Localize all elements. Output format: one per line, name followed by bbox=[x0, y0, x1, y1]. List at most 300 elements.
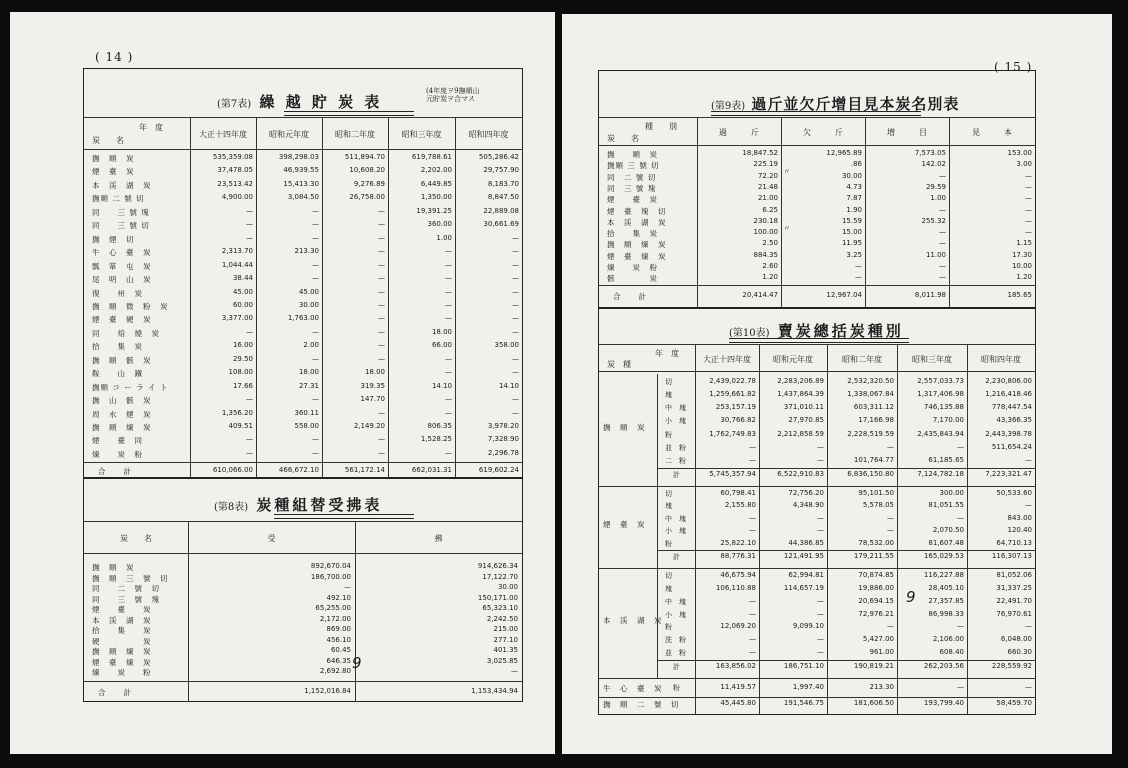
row-label: 煙 臺 煉 炭 bbox=[92, 657, 152, 667]
table-cell: — bbox=[312, 274, 319, 283]
row-label: 尾 明 山 炭 bbox=[92, 275, 152, 285]
table-cell: 6,048.00 bbox=[1000, 635, 1032, 644]
col-header: 欠 斤 bbox=[803, 128, 843, 137]
table-cell: — bbox=[378, 287, 385, 296]
table-cell: 50,533.60 bbox=[996, 489, 1032, 497]
rule bbox=[84, 149, 522, 150]
table-cell: 3,084.50 bbox=[287, 193, 319, 202]
table-cell: 4,348.90 bbox=[792, 501, 824, 510]
table-cell: — bbox=[749, 609, 756, 618]
table-cell: 2,228,519.59 bbox=[847, 429, 894, 438]
table-cell: — bbox=[378, 448, 385, 457]
table-cell: 19,886.00 bbox=[858, 583, 894, 592]
table-cell: 213.30 bbox=[869, 683, 894, 691]
table-cell: — bbox=[312, 435, 319, 444]
table-cell: — bbox=[749, 648, 756, 657]
row-label: 撫順 二 號 切 bbox=[92, 194, 145, 204]
table-cell: 2,155.80 bbox=[724, 501, 756, 510]
table-cell: 9,099.10 bbox=[792, 622, 824, 631]
table-cell: 511,654.24 bbox=[991, 442, 1032, 451]
table-cell: 45.00 bbox=[232, 287, 253, 296]
table-cell: 255.32 bbox=[921, 216, 946, 225]
total-cell: 88,776.31 bbox=[720, 552, 756, 560]
table-cell: 21.48 bbox=[757, 182, 778, 191]
table-cell: 2.60 bbox=[762, 262, 778, 270]
col-header: 大正十四年度 bbox=[703, 355, 751, 364]
table-cell: 64,710.13 bbox=[996, 538, 1032, 547]
table-cell: — bbox=[312, 220, 319, 229]
rule bbox=[657, 568, 658, 678]
table-cell: 20,694.15 bbox=[858, 596, 894, 605]
row-label: 煙 臺 硬 炭 bbox=[92, 315, 152, 325]
table-cell: 2,283,206.89 bbox=[777, 377, 824, 385]
table-cell: — bbox=[1025, 171, 1032, 180]
table-cell: 3,025.85 bbox=[486, 656, 518, 665]
table-cell: 619,788.61 bbox=[411, 153, 452, 161]
table-cell: 65,323.10 bbox=[482, 604, 518, 612]
total-cell: 121,491.95 bbox=[783, 552, 824, 560]
row-label: 鞍 山 鐵 bbox=[92, 369, 143, 379]
table-cell: 58,459.70 bbox=[996, 699, 1032, 707]
table-cell: 961.00 bbox=[869, 648, 894, 657]
table-cell: — bbox=[887, 513, 894, 522]
table-cell: 505,286.42 bbox=[478, 153, 519, 161]
table-cell: 11.95 bbox=[841, 239, 862, 248]
note-line: (4年度ヲ9撫順山 bbox=[426, 87, 480, 95]
total-cell: 610,066.00 bbox=[212, 466, 253, 474]
rule bbox=[355, 521, 356, 701]
table-cell: — bbox=[1025, 194, 1032, 203]
row-label: 同 焙 燒 炭 bbox=[92, 328, 160, 338]
total-cell: 185.65 bbox=[1007, 291, 1032, 299]
table-cell: 869.00 bbox=[326, 625, 351, 633]
table-cell: — bbox=[855, 262, 862, 270]
table-cell: 76,970.61 bbox=[996, 609, 1032, 618]
table-cell: 23,513.42 bbox=[217, 179, 253, 188]
total-pay: 1,153,434.94 bbox=[471, 687, 518, 695]
table-cell: 778,447.54 bbox=[991, 403, 1032, 412]
total-label: 合 計 bbox=[613, 292, 647, 301]
row-label: 拾 集 炭 bbox=[92, 626, 152, 635]
table-cell: 181,606.50 bbox=[853, 699, 894, 707]
table-cell: 86,998.33 bbox=[928, 609, 964, 618]
sub-label: 並 粉 bbox=[665, 443, 686, 452]
table-cell: — bbox=[512, 327, 519, 336]
sub-label: 塊 bbox=[665, 502, 672, 511]
rule bbox=[657, 660, 1035, 661]
table-cell: 2,230,806.00 bbox=[985, 377, 1032, 385]
table-cell: — bbox=[512, 260, 519, 269]
corner-bottom: 炭 名 bbox=[607, 134, 639, 143]
total-cell: 163,856.02 bbox=[715, 662, 756, 670]
table-cell: 66.00 bbox=[431, 341, 452, 350]
table-cell: 1.90 bbox=[846, 205, 862, 214]
table-cell: 5,578.05 bbox=[862, 501, 894, 510]
table-cell: — bbox=[512, 287, 519, 296]
table-cell: 646.35 bbox=[326, 656, 351, 665]
table-cell: 2,242.50 bbox=[486, 614, 518, 623]
right-page bbox=[562, 14, 1112, 754]
table-cell: 15,413.30 bbox=[283, 179, 319, 188]
table-cell: 360.00 bbox=[427, 220, 452, 229]
col-header: 昭和三年度 bbox=[912, 355, 952, 364]
table-cell: 2,435,843.94 bbox=[917, 429, 964, 438]
table-cell: — bbox=[817, 648, 824, 657]
sub-label: 粉 bbox=[673, 684, 680, 692]
table-cell: 15.00 bbox=[841, 228, 862, 237]
table-cell: — bbox=[1025, 228, 1032, 237]
rule bbox=[599, 145, 1035, 146]
title-text: 過斤並欠斤增目見本炭名別表 bbox=[751, 95, 960, 113]
table-cell: — bbox=[246, 395, 253, 404]
table-cell: 11,419.57 bbox=[720, 683, 756, 691]
table-cell: 1,997.40 bbox=[792, 683, 824, 691]
table-cell: 78,532.00 bbox=[858, 538, 894, 547]
table-cell: 3,978.20 bbox=[487, 422, 519, 430]
total-receive: 1,152,016.84 bbox=[304, 687, 351, 695]
table-cell: — bbox=[312, 327, 319, 336]
row-label: 骸 炭 bbox=[607, 274, 658, 284]
total-cell: 262,203.56 bbox=[923, 662, 964, 670]
table-cell: 19,391.25 bbox=[416, 206, 452, 215]
table-cell: 45,445.80 bbox=[720, 699, 756, 707]
table-cell: 28,405.10 bbox=[928, 583, 964, 592]
table-cell: 1,762,749.83 bbox=[709, 429, 756, 438]
table-cell: 371,010.11 bbox=[783, 403, 824, 412]
table-cell: — bbox=[511, 667, 518, 675]
rule bbox=[188, 521, 189, 701]
table-8 bbox=[83, 477, 523, 702]
sub-label: 中 塊 bbox=[665, 404, 686, 413]
table-cell: 60.45 bbox=[330, 646, 351, 654]
left-page bbox=[10, 12, 555, 754]
table-cell: — bbox=[246, 206, 253, 215]
total-label: 計 bbox=[673, 663, 680, 671]
table-cell: — bbox=[378, 435, 385, 444]
table-cell: 29.50 bbox=[232, 354, 253, 363]
table-cell: 30.00 bbox=[497, 583, 518, 591]
total-cell: 12,967.04 bbox=[826, 291, 862, 299]
table-cell: 230.18 bbox=[753, 216, 778, 225]
table-cell: 9,276.89 bbox=[353, 179, 385, 188]
table-cell: 2.50 bbox=[762, 239, 778, 248]
total-cell: 6,836,150.80 bbox=[847, 470, 894, 478]
table-cell: — bbox=[957, 513, 964, 522]
table-cell: — bbox=[1025, 216, 1032, 225]
table-cell: 186,700.00 bbox=[310, 572, 351, 581]
table-cell: 153.00 bbox=[1007, 149, 1032, 157]
table-cell: 27,357.85 bbox=[928, 596, 964, 605]
sub-label: 粉 bbox=[665, 623, 672, 632]
table-cell: — bbox=[246, 448, 253, 457]
table-cell: — bbox=[817, 635, 824, 644]
table-cell: 17.30 bbox=[1011, 250, 1032, 259]
rule bbox=[657, 468, 1035, 469]
table-cell: 30.00 bbox=[841, 171, 862, 180]
table-cell: — bbox=[312, 260, 319, 269]
table-cell: .86 bbox=[850, 160, 862, 169]
table-cell: 14.10 bbox=[498, 381, 519, 390]
row-label: 牛 心 臺 炭 bbox=[92, 248, 152, 258]
ditto-mark: 〃 bbox=[783, 224, 792, 233]
table-cell: 1.20 bbox=[762, 273, 778, 282]
table-cell: 2,106.00 bbox=[932, 635, 964, 644]
table-cell: 12,965.89 bbox=[826, 149, 862, 157]
total-cell: 228,559.92 bbox=[991, 662, 1032, 670]
table-cell: — bbox=[855, 273, 862, 282]
table-cell: — bbox=[445, 274, 452, 283]
table-cell: 2,443,398.78 bbox=[985, 429, 1032, 438]
table-cell: — bbox=[817, 609, 824, 618]
table-cell: — bbox=[1025, 622, 1032, 631]
table-cell: — bbox=[817, 513, 824, 522]
title-text: 賣炭總括炭種別 bbox=[777, 322, 904, 340]
table-cell: — bbox=[512, 274, 519, 283]
table-cell: 558.00 bbox=[294, 422, 319, 430]
row-label: 同 二 號 切 bbox=[92, 584, 160, 593]
col-header: 炭 名 bbox=[120, 534, 152, 543]
corner-top: 種 別 bbox=[645, 122, 677, 131]
col-header: 過 斤 bbox=[719, 128, 759, 137]
row-label: 本 渓 湖 炭 bbox=[92, 180, 152, 190]
table-cell: — bbox=[749, 513, 756, 522]
table-cell: — bbox=[378, 220, 385, 229]
table-cell: 608.40 bbox=[939, 648, 964, 657]
table-cell: — bbox=[512, 233, 519, 242]
table-cell: 2,149.20 bbox=[353, 422, 385, 430]
table-cell: — bbox=[939, 239, 946, 248]
sub-label: 二 粉 bbox=[665, 456, 686, 465]
table-cell: — bbox=[445, 247, 452, 256]
title-underline bbox=[711, 111, 921, 116]
table-cell: — bbox=[246, 327, 253, 336]
row-label: 撫 順 骸 炭 bbox=[92, 355, 152, 365]
table-cell: — bbox=[1025, 683, 1032, 691]
total-cell: 619,602.24 bbox=[478, 466, 519, 474]
table-cell: 1,350.00 bbox=[420, 193, 452, 202]
row-label: 拾 集 炭 bbox=[607, 229, 658, 239]
rule bbox=[599, 117, 1035, 118]
table-cell: — bbox=[817, 442, 824, 451]
total-label: 合 計 bbox=[98, 467, 132, 476]
handwritten-mark: 9 bbox=[906, 588, 916, 606]
table-cell: 1.00 bbox=[930, 194, 946, 203]
row-label: 本 渓 湖 炭 bbox=[607, 217, 667, 227]
table-cell: 2,070.50 bbox=[932, 526, 964, 535]
table-cell: 7,573.05 bbox=[914, 149, 946, 157]
corner-top: 年 度 bbox=[139, 123, 163, 132]
row-label: 硬 炭 bbox=[92, 636, 152, 646]
table-cell: 2,557,033.73 bbox=[917, 377, 964, 385]
col-header: 昭和元年度 bbox=[269, 130, 309, 139]
rule bbox=[599, 371, 1035, 372]
table-cell: 21.00 bbox=[757, 194, 778, 203]
table-cell: — bbox=[512, 247, 519, 256]
table-cell: — bbox=[378, 260, 385, 269]
table-cell: 892,670.04 bbox=[310, 562, 351, 570]
table-cell: — bbox=[445, 395, 452, 404]
total-label: 計 bbox=[673, 471, 680, 479]
row-label: 牛 心 臺 炭 bbox=[603, 684, 663, 693]
table-cell: — bbox=[957, 622, 964, 631]
col-header: 昭和二年度 bbox=[335, 130, 375, 139]
title-text: 繰 越 貯 炭 表 bbox=[259, 93, 383, 111]
rule bbox=[84, 681, 522, 682]
row-label: 撫 順 煉 炭 bbox=[92, 647, 152, 656]
row-label: 撫順 三 號 切 bbox=[607, 161, 660, 171]
col-header: 受 bbox=[267, 534, 276, 543]
col-header: 見 本 bbox=[972, 128, 1012, 137]
table-cell: — bbox=[817, 596, 824, 605]
col-header: 昭和元年度 bbox=[773, 355, 813, 364]
table-cell: 7,170.00 bbox=[932, 416, 964, 425]
table-cell: 27,970.85 bbox=[788, 416, 824, 425]
table-cell: 319.35 bbox=[360, 381, 385, 390]
rule bbox=[599, 344, 1035, 345]
sub-label: 塊 bbox=[665, 391, 672, 400]
table-cell: — bbox=[246, 435, 253, 444]
table-cell: 492.10 bbox=[326, 593, 351, 602]
table-cell: — bbox=[512, 354, 519, 363]
sub-label: 塊 bbox=[665, 584, 672, 593]
col-header: 拂 bbox=[434, 534, 443, 543]
table-cell: 108.00 bbox=[228, 368, 253, 377]
rule bbox=[599, 486, 1035, 487]
table-cell: 95,101.50 bbox=[858, 489, 894, 497]
table-cell: 17,166.98 bbox=[858, 416, 894, 425]
total-cell: 7,124,782.18 bbox=[917, 470, 964, 478]
table-cell: 30,766.82 bbox=[720, 416, 756, 425]
table-cell: 603,311.12 bbox=[853, 403, 894, 412]
table-cell: 60.00 bbox=[232, 300, 253, 309]
row-label: 撫 順 炭 bbox=[92, 154, 135, 163]
row-label: 周 水 煙 炭 bbox=[92, 409, 152, 419]
table-cell: — bbox=[378, 327, 385, 336]
row-label: 拾 集 炭 bbox=[92, 342, 143, 352]
rule bbox=[84, 117, 522, 118]
sub-label: 中 塊 bbox=[665, 514, 686, 523]
table-cell: 1,044.44 bbox=[221, 260, 253, 269]
table-cell: 11.00 bbox=[925, 250, 946, 259]
table-number: (第8表) bbox=[214, 502, 249, 513]
table-number: (第7表) bbox=[217, 99, 252, 110]
total-cell: 165,029.53 bbox=[923, 552, 964, 560]
rule bbox=[599, 285, 1035, 286]
row-label: 煙 臺 炭 bbox=[92, 167, 135, 177]
table-8-title bbox=[214, 494, 382, 515]
table-9 bbox=[598, 70, 1036, 309]
table-cell: — bbox=[246, 220, 253, 229]
table-cell: 2.00 bbox=[303, 341, 319, 350]
col-header: 增 目 bbox=[887, 128, 927, 137]
table-cell: 60,798.41 bbox=[720, 489, 756, 497]
table-cell: 46,939.55 bbox=[283, 166, 319, 175]
total-label: 合 計 bbox=[98, 688, 132, 697]
total-cell: 662,031.31 bbox=[411, 466, 452, 474]
table-cell: 62,994.81 bbox=[788, 571, 824, 579]
row-label: 本 渓 湖 炭 bbox=[92, 615, 152, 625]
col-header: 大正十四年度 bbox=[199, 130, 247, 139]
table-cell: 30,661.69 bbox=[483, 220, 519, 229]
total-cell: 466,672.10 bbox=[278, 466, 319, 474]
table-cell: 409.51 bbox=[228, 422, 253, 430]
table-cell: 456.10 bbox=[326, 635, 351, 644]
table-cell: 1,317,406.98 bbox=[917, 390, 964, 399]
table-cell: 215.00 bbox=[493, 625, 518, 633]
table-cell: — bbox=[312, 448, 319, 457]
row-label: 同 三 號 塊 bbox=[92, 594, 160, 604]
table-cell: — bbox=[445, 368, 452, 377]
row-label: 煙 臺 煉 炭 bbox=[607, 251, 667, 261]
table-cell: — bbox=[378, 341, 385, 350]
row-label: 瓢 箪 屯 炭 bbox=[92, 261, 152, 271]
table-cell: 5,427.00 bbox=[862, 635, 894, 644]
table-cell: — bbox=[378, 354, 385, 363]
table-cell: 100.00 bbox=[753, 228, 778, 237]
table-cell: 6,449.85 bbox=[420, 179, 452, 188]
table-cell: — bbox=[749, 635, 756, 644]
table-cell: 29,757.90 bbox=[483, 166, 519, 175]
table-cell: 81,607.48 bbox=[928, 538, 964, 547]
table-cell: 147.70 bbox=[360, 395, 385, 404]
row-label: 復 州 炭 bbox=[92, 288, 143, 298]
col-header: 昭和三年度 bbox=[401, 130, 442, 139]
row-label: 煙 臺 塊 切 bbox=[607, 206, 667, 216]
table-cell: 18.00 bbox=[431, 327, 452, 336]
sub-label: 並 粉 bbox=[665, 649, 686, 658]
table-cell: — bbox=[246, 233, 253, 242]
row-label: 煉 炭 粉 bbox=[92, 449, 143, 459]
table-cell: 2,296.78 bbox=[487, 448, 519, 457]
rule bbox=[657, 486, 658, 568]
table-cell: — bbox=[1025, 455, 1032, 464]
row-label: 撫 煙 切 bbox=[92, 234, 135, 244]
table-cell: — bbox=[344, 583, 351, 591]
total-cell: 186,751.10 bbox=[783, 662, 824, 670]
table-cell: 72,976.21 bbox=[858, 609, 894, 618]
rule bbox=[84, 553, 522, 554]
table-cell: 10.00 bbox=[1011, 262, 1032, 270]
table-cell: 7,328.90 bbox=[487, 435, 519, 444]
table-cell: 38.44 bbox=[232, 274, 253, 283]
row-label: 撫 順 煉 炭 bbox=[92, 423, 152, 432]
table-cell: 101,764.77 bbox=[853, 455, 894, 464]
row-label: 煉 炭 粉 bbox=[92, 668, 152, 677]
table-cell: 106,110.88 bbox=[715, 583, 756, 592]
group-label: 本 渓 湖 炭 bbox=[603, 616, 663, 625]
table-cell: — bbox=[378, 274, 385, 283]
table-cell: — bbox=[1025, 205, 1032, 214]
table-cell: 2,439,022.78 bbox=[709, 377, 756, 385]
table-cell: — bbox=[887, 526, 894, 535]
col-header: 昭和二年度 bbox=[842, 355, 882, 364]
table-7 bbox=[83, 68, 523, 479]
table-cell: 43,366.35 bbox=[996, 416, 1032, 425]
sub-label: 切 bbox=[665, 490, 672, 498]
table-cell: 277.10 bbox=[493, 635, 518, 644]
table-cell: — bbox=[957, 683, 964, 691]
table-cell: 61,185.65 bbox=[928, 455, 964, 464]
table-cell: — bbox=[378, 314, 385, 323]
total-cell: 7,223,321.47 bbox=[985, 470, 1032, 478]
table-cell: — bbox=[445, 300, 452, 309]
table-cell: 401.35 bbox=[493, 646, 518, 654]
table-cell: — bbox=[749, 526, 756, 535]
table-cell: — bbox=[939, 171, 946, 180]
table-cell: — bbox=[939, 262, 946, 270]
table-cell: — bbox=[749, 442, 756, 451]
table-cell: — bbox=[887, 622, 894, 631]
